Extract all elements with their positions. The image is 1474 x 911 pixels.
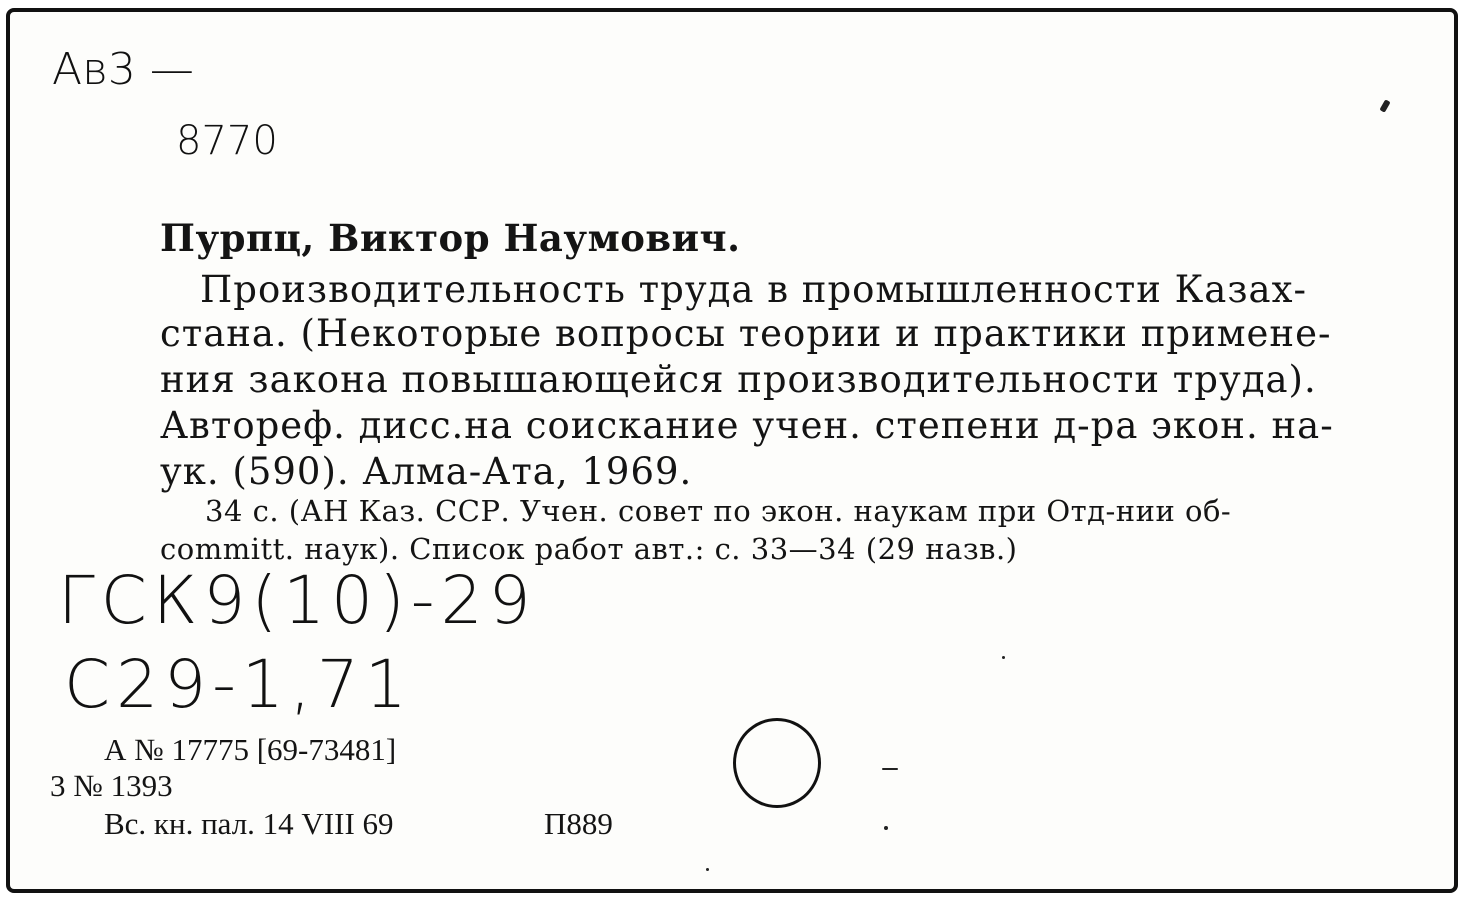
call-number-line2: 8770 xyxy=(176,118,278,164)
book-chamber-date: Вс. кн. пал. 14 VIII 69 xyxy=(104,806,394,841)
accession-number: А № 17775 [69-73481] xyxy=(104,732,397,767)
title-line-3: ния закона повышающейся производительности труда). xyxy=(160,358,1317,401)
note-line-2: committ. наук). Список работ авт.: с. 33—34 (29 назв.) xyxy=(160,532,1018,566)
order-code: П889 xyxy=(544,806,613,841)
call-number-line1: Ав3 — xyxy=(52,44,194,95)
handwritten-code-2: С29-1,71 xyxy=(64,646,413,723)
title-line-2: стана. (Некоторые вопросы теории и практики примене- xyxy=(160,312,1332,355)
registry-number: 3 № 1393 xyxy=(50,768,173,803)
title-line-1: Производительность труда в промышленности Казах- xyxy=(200,268,1307,311)
scan-speck xyxy=(706,868,709,871)
handwritten-code-1: ГСК9(10)-29 xyxy=(58,562,537,639)
scan-speck xyxy=(1002,656,1005,659)
circle-mark xyxy=(733,718,821,808)
scan-speck xyxy=(884,826,888,830)
title-line-4: Автореф. дисс.на соискание учен. степени д-ра экон. на- xyxy=(160,404,1334,447)
title-line-5: ук. (590). Алма-Ата, 1969. xyxy=(160,450,693,493)
author-name: Пурпц, Виктор Наумович. xyxy=(160,216,741,260)
scan-speck xyxy=(882,768,898,770)
note-line-1: 34 с. (АН Каз. ССР. Учен. совет по экон. наукам при Отд-нии об- xyxy=(205,494,1232,528)
